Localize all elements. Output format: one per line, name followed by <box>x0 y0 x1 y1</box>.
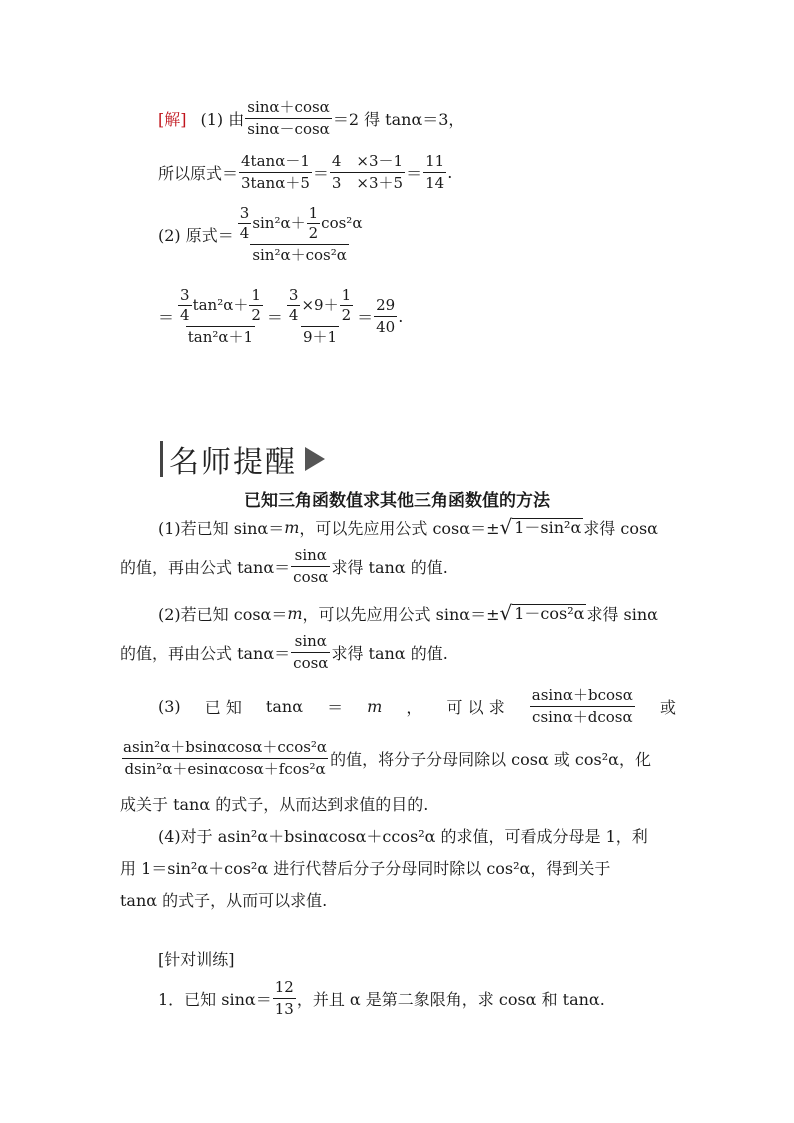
tip-item-3-line-3: 成关于 tanα 的式子，从而达到求值的目的. <box>120 795 429 814</box>
text: ＝ <box>266 308 283 327</box>
heading-bar <box>160 441 163 477</box>
solution-line-4 <box>158 288 403 345</box>
text: . <box>447 163 453 182</box>
fraction: $\frac{1}{2}$ <box>251 286 261 324</box>
tip-item-1-line-2: 的值，再由公式 tanα＝ $\frac{\sin\alpha}{\cos\alpha}$ 求得 tanα 的值. <box>120 546 448 586</box>
text: ＝2 得 tanα＝3， <box>332 110 465 129</box>
text: (2) 原式＝ <box>158 226 234 245</box>
text: ＝ <box>406 164 423 183</box>
fraction: $\frac{3}{4}$ sin²α＋ $\frac{1}{2}$ cos²α sin²α＋cos²α <box>239 204 363 264</box>
solution-line-3 <box>158 206 365 263</box>
play-triangle-icon <box>305 447 325 471</box>
tip-item-2-line-2: 的值，再由公式 tanα＝ $\frac{\sin\alpha}{\cos\alpha}$ 求得 tanα 的值. <box>120 632 448 672</box>
fraction: $\frac{3}{4}$ <box>180 286 190 324</box>
practice-question-1: 1．已知 sinα＝ $\frac{12}{13}$ ，并且 α 是第二象限角，求 cosα 和 tanα. <box>158 978 605 1018</box>
fraction: $\frac{\text{asin²α＋bsinαcosα＋ccos²α}}{\text{dsin²α＋esinαcosα＋fcos²α}}$ <box>123 738 328 778</box>
fraction: $\frac{1}{2}$ <box>341 286 352 324</box>
solution-label: [解] <box>158 110 187 129</box>
fraction: $\frac{3}{4}$ tan²α＋ $\frac{1}{2}$ tan²α＋1 <box>180 286 261 346</box>
fraction: $\frac{asin\alpha+bcos\alpha}{csin\alpha+dcos\alpha}$ <box>531 686 633 726</box>
tip-item-4-line-3: tanα 的式子，从而可以求值. <box>120 891 328 910</box>
square-root: √ 1－cos²α <box>499 600 585 625</box>
fraction: $\frac{1}{2}$ <box>308 204 319 242</box>
solution-line-1 <box>158 100 464 137</box>
square-root: √ 1－sin²α <box>499 514 582 539</box>
text: (1) 由 <box>200 110 245 129</box>
fraction: $\frac{11}{14}$ <box>425 152 445 192</box>
tip-heading-text: 名师提醒 <box>169 445 297 480</box>
fraction: $\frac{4\tan\alpha-1}{3\tan\alpha+5}$ <box>241 152 310 192</box>
solution-line-2 <box>158 154 452 191</box>
fraction: $\frac{\sin\alpha}{\cos\alpha}$ <box>293 632 329 672</box>
tip-item-4-line-1: (4)对于 asin²α＋bsinαcosα＋ccos²α 的求值，可看成分母是 1，利 <box>158 827 648 846</box>
fraction: $\frac{3}{4}$ <box>288 286 299 324</box>
tip-heading <box>160 437 325 481</box>
fraction: $\frac{\sin\alpha+\cos\alpha}{\sin\alpha-\cos\alpha}$ <box>247 98 330 138</box>
fraction: $\frac{4 \times 3-1}{3 \times 3+5}$ <box>331 152 404 192</box>
text: ＝ <box>357 308 374 327</box>
tip-item-2-line-1: (2)若已知 cosα＝ m ，可以先应用公式 sinα＝± √ 1－cos²α 求得 sinα <box>158 600 658 625</box>
tip-item-4-line-2: 用 1＝sin²α＋cos²α 进行代替后分子分母同时除以 cos²α，得到关于 <box>120 859 611 878</box>
tip-item-1-line-1: (1)若已知 sinα＝ m ，可以先应用公式 cosα＝± √ 1－sin²α 求得 cosα <box>158 514 658 539</box>
text: . <box>398 307 404 326</box>
text: ＝ <box>158 308 175 327</box>
fraction: $\frac{29}{40}$ <box>376 296 396 336</box>
fraction: $\frac{\sin\alpha}{\cos\alpha}$ <box>293 546 329 586</box>
tip-item-3-line-1: (3) 已 知 tanα ＝ m ， 可 以 求 $\frac{asin\alpha+bcos\alpha}{csin\alpha+dcos\alpha}$ 或 <box>158 686 676 726</box>
tip-item-3-line-2: $\frac{\text{asin²α＋bsinαcosα＋ccos²α}}{\text{dsin²α＋esinαcosα＋fcos²α}}$ 的值，将分子分母同除以 cosα 或 cos²α，化 <box>123 738 651 778</box>
tip-subtitle: 已知三角函数值求其他三角函数值的方法 <box>244 491 550 511</box>
practice-label: [针对训练] <box>158 950 235 969</box>
fraction: $\frac{3}{4}$ <box>239 204 250 242</box>
text: ＝ <box>312 164 329 183</box>
fraction: $\frac{12}{13}$ <box>274 978 294 1018</box>
text: 所以原式＝ <box>158 164 239 183</box>
fraction: $\frac{3}{4}$ ×9＋ $\frac{1}{2}$ 9＋1 <box>288 286 352 346</box>
